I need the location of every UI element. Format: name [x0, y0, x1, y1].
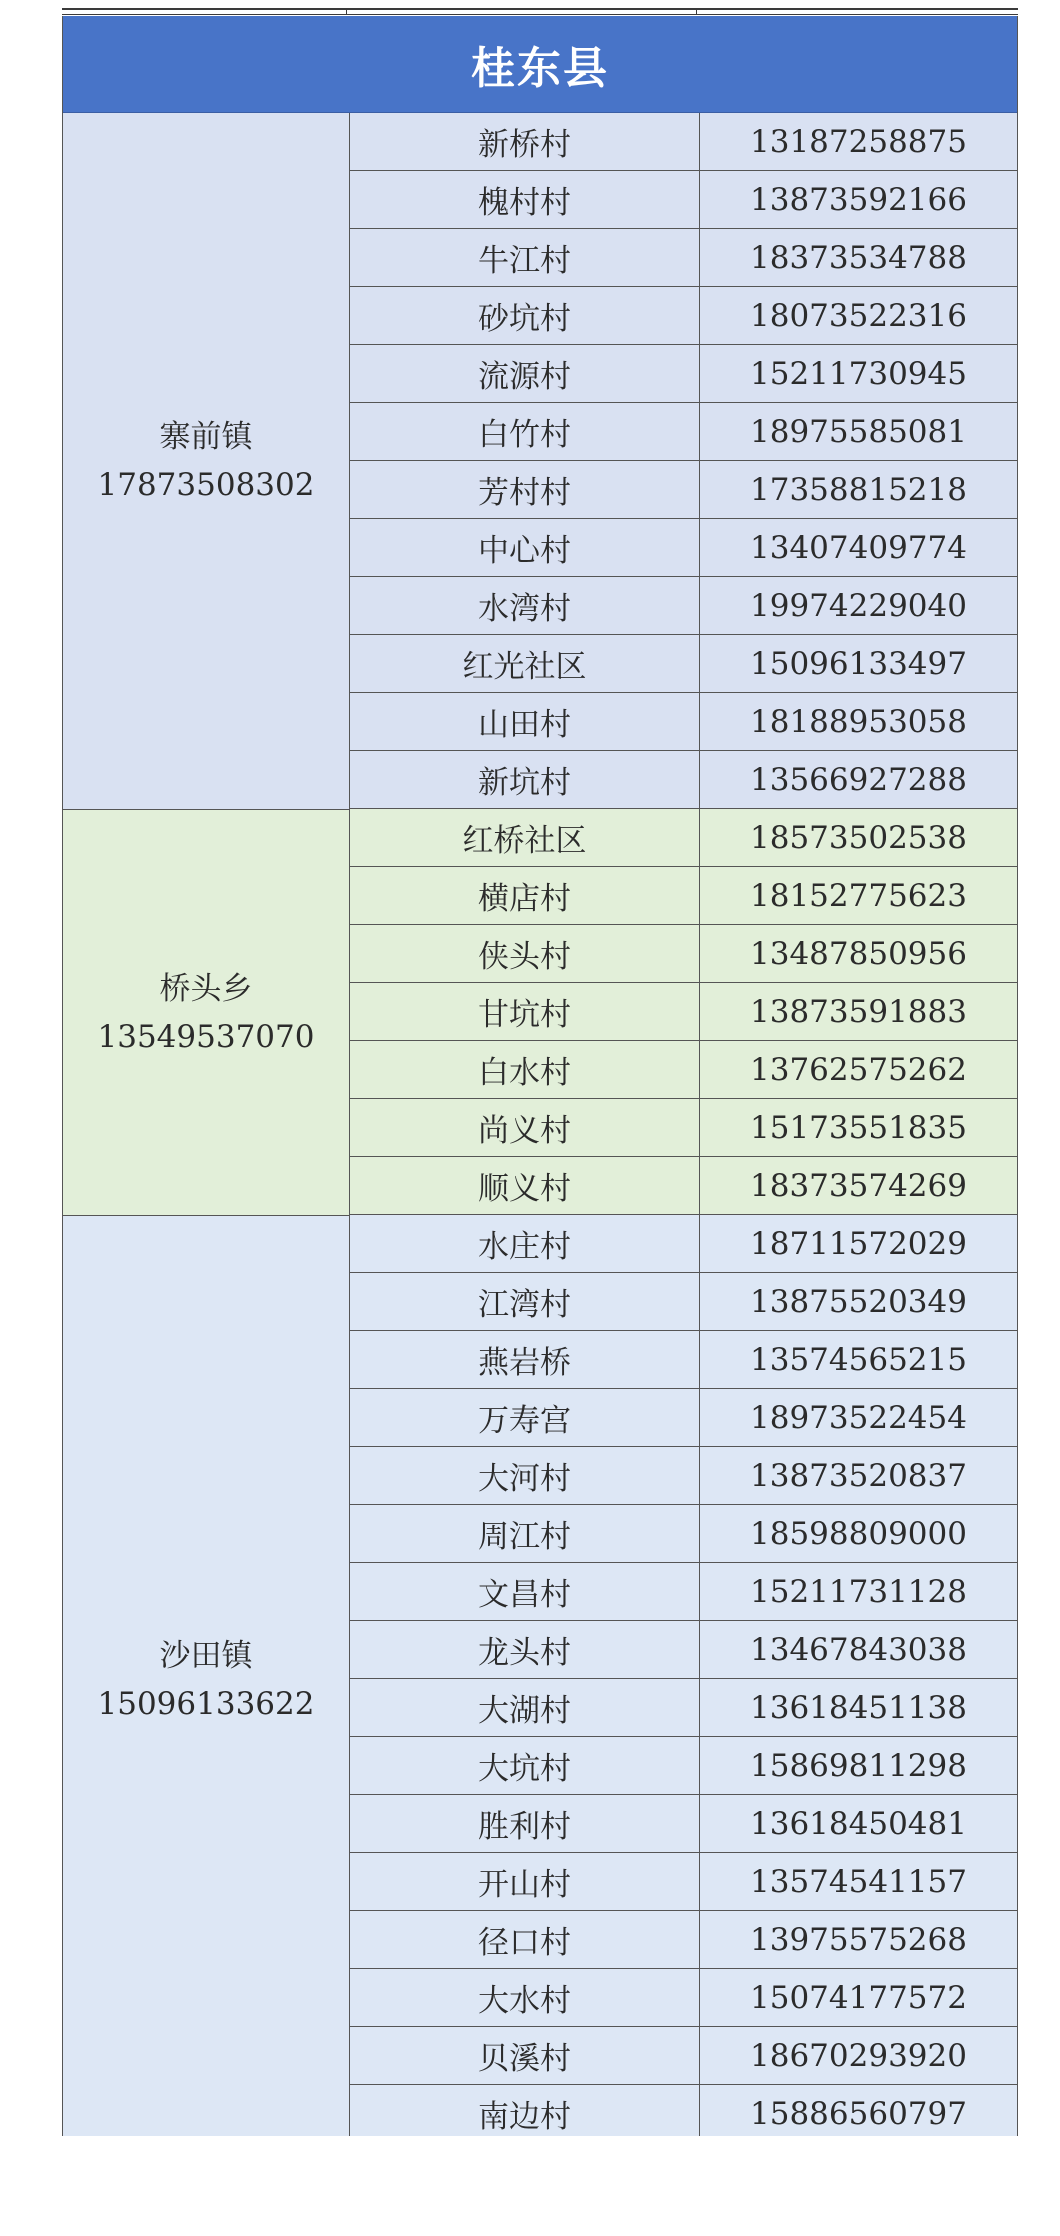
- village-phone: 18188953058: [750, 703, 967, 740]
- table-row: [350, 1911, 1017, 1969]
- table-row: [350, 1099, 1017, 1157]
- table-row: [350, 1389, 1017, 1447]
- village-name: 燕岩桥: [350, 1331, 700, 1388]
- village-phone: 13975575268: [750, 1921, 967, 1958]
- table-row: [350, 751, 1017, 809]
- table-row: [350, 1505, 1017, 1563]
- village-phone: 18975585081: [750, 413, 967, 450]
- village-phone: 18973522454: [750, 1399, 967, 1436]
- village-name: 新坑村: [350, 751, 700, 808]
- village-phone: 13574565215: [750, 1341, 967, 1378]
- top-border-line: [62, 14, 1018, 15]
- town-phone: 15096133622: [97, 1685, 315, 1722]
- village-name: 周江村: [350, 1505, 700, 1562]
- village-phone: 18711572029: [750, 1225, 967, 1262]
- village-name: 白竹村: [350, 403, 700, 460]
- village-rows: [350, 809, 1017, 1215]
- village-name: 顺义村: [350, 1157, 700, 1214]
- village-name: 新桥村: [350, 113, 700, 170]
- village-phone: 13875520349: [750, 1283, 967, 1320]
- town-name: 沙田镇: [159, 1637, 253, 1674]
- village-phone: 13187258875: [750, 123, 967, 160]
- village-name: 万寿宫: [350, 1389, 700, 1446]
- village-name: 大湖村: [350, 1679, 700, 1736]
- table-row: [350, 1563, 1017, 1621]
- village-name: 大水村: [350, 1969, 700, 2026]
- table-row: [350, 809, 1017, 867]
- table-row: [350, 229, 1017, 287]
- village-phone: 13574541157: [750, 1863, 967, 1900]
- village-name: 芳村村: [350, 461, 700, 518]
- table-row: [350, 519, 1017, 577]
- contact-table: [62, 16, 1018, 2136]
- table-row: [350, 1273, 1017, 1331]
- town-phone: 17873508302: [97, 467, 315, 503]
- village-name: 大坑村: [350, 1737, 700, 1794]
- village-name: 胜利村: [350, 1795, 700, 1852]
- table-row: [350, 2027, 1017, 2085]
- column-divider-tick: [696, 8, 697, 15]
- village-name: 红桥社区: [350, 809, 700, 866]
- table-row: [350, 1969, 1017, 2027]
- village-phone: 18152775623: [750, 877, 967, 914]
- column-divider-tick: [346, 8, 347, 15]
- village-phone: 13467843038: [750, 1631, 967, 1668]
- village-phone: 13618450481: [750, 1805, 967, 1842]
- town-cell: [63, 809, 350, 1215]
- top-border-line: [62, 8, 1018, 10]
- village-phone: 13487850956: [750, 935, 967, 972]
- village-name: 开山村: [350, 1853, 700, 1910]
- table-row: [350, 1679, 1017, 1737]
- table-row: [350, 403, 1017, 461]
- village-phone: 13873591883: [750, 993, 967, 1030]
- village-name: 水庄村: [350, 1215, 700, 1272]
- village-name: 白水村: [350, 1041, 700, 1098]
- village-name: 砂坑村: [350, 287, 700, 344]
- village-name: 侠头村: [350, 925, 700, 982]
- table-row: [350, 1215, 1017, 1273]
- table-title: 桂东县: [63, 16, 1017, 113]
- village-name: 尚义村: [350, 1099, 700, 1156]
- table-row: [350, 983, 1017, 1041]
- table-row: [350, 2085, 1017, 2136]
- table-row: [350, 693, 1017, 751]
- village-phone: 19974229040: [750, 587, 967, 624]
- village-phone: 18670293920: [750, 2037, 967, 2074]
- village-phone: 13873592166: [750, 181, 967, 218]
- village-phone: 15869811298: [750, 1747, 967, 1784]
- town-cell: [63, 1215, 350, 2136]
- village-phone: 15211730945: [750, 355, 967, 392]
- village-name: 中心村: [350, 519, 700, 576]
- village-name: 龙头村: [350, 1621, 700, 1678]
- town-group: [63, 809, 1017, 1215]
- town-group: [63, 1215, 1017, 2136]
- village-name: 槐村村: [350, 171, 700, 228]
- village-phone: 17358815218: [750, 471, 967, 508]
- table-row: [350, 1331, 1017, 1389]
- village-name: 甘坑村: [350, 983, 700, 1040]
- table-row: [350, 1737, 1017, 1795]
- table-row: [350, 925, 1017, 983]
- town-group: [63, 113, 1017, 809]
- town-phone: 13549537070: [97, 1018, 315, 1055]
- village-name: 横店村: [350, 867, 700, 924]
- town-name: 桥头乡: [159, 970, 253, 1007]
- table-row: [350, 1621, 1017, 1679]
- table-row: [350, 635, 1017, 693]
- village-phone: 18373534788: [750, 239, 967, 276]
- table-row: [350, 867, 1017, 925]
- village-name: 江湾村: [350, 1273, 700, 1330]
- village-phone: 13762575262: [750, 1051, 967, 1088]
- village-name: 水湾村: [350, 577, 700, 634]
- table-row: [350, 1853, 1017, 1911]
- village-rows: [350, 1215, 1017, 2136]
- village-name: 流源村: [350, 345, 700, 402]
- village-phone: 13618451138: [750, 1689, 967, 1726]
- table-row: [350, 171, 1017, 229]
- table-row: [350, 461, 1017, 519]
- village-name: 文昌村: [350, 1563, 700, 1620]
- village-phone: 18373574269: [750, 1167, 967, 1204]
- village-name: 大河村: [350, 1447, 700, 1504]
- village-phone: 18573502538: [750, 819, 967, 856]
- village-phone: 15173551835: [750, 1109, 967, 1146]
- village-rows: [350, 113, 1017, 809]
- village-phone: 15074177572: [750, 1979, 967, 2016]
- table-row: [350, 345, 1017, 403]
- table-row: [350, 113, 1017, 171]
- village-phone: 18598809000: [750, 1515, 967, 1552]
- village-phone: 13566927288: [750, 761, 967, 798]
- table-row: [350, 1157, 1017, 1215]
- table-row: [350, 1041, 1017, 1099]
- village-phone: 15886560797: [750, 2095, 967, 2132]
- village-name: 红光社区: [350, 635, 700, 692]
- village-name: 径口村: [350, 1911, 700, 1968]
- table-row: [350, 1795, 1017, 1853]
- town-name: 寨前镇: [159, 419, 253, 455]
- village-phone: 13873520837: [750, 1457, 967, 1494]
- village-phone: 15096133497: [750, 645, 967, 682]
- village-phone: 18073522316: [750, 297, 967, 334]
- town-cell: [63, 113, 350, 809]
- table-row: [350, 577, 1017, 635]
- village-phone: 13407409774: [750, 529, 967, 566]
- village-name: 贝溪村: [350, 2027, 700, 2084]
- table-row: [350, 1447, 1017, 1505]
- table-row: [350, 287, 1017, 345]
- village-phone: 15211731128: [750, 1573, 967, 1610]
- village-name: 山田村: [350, 693, 700, 750]
- village-name: 牛江村: [350, 229, 700, 286]
- village-name: 南边村: [350, 2085, 700, 2136]
